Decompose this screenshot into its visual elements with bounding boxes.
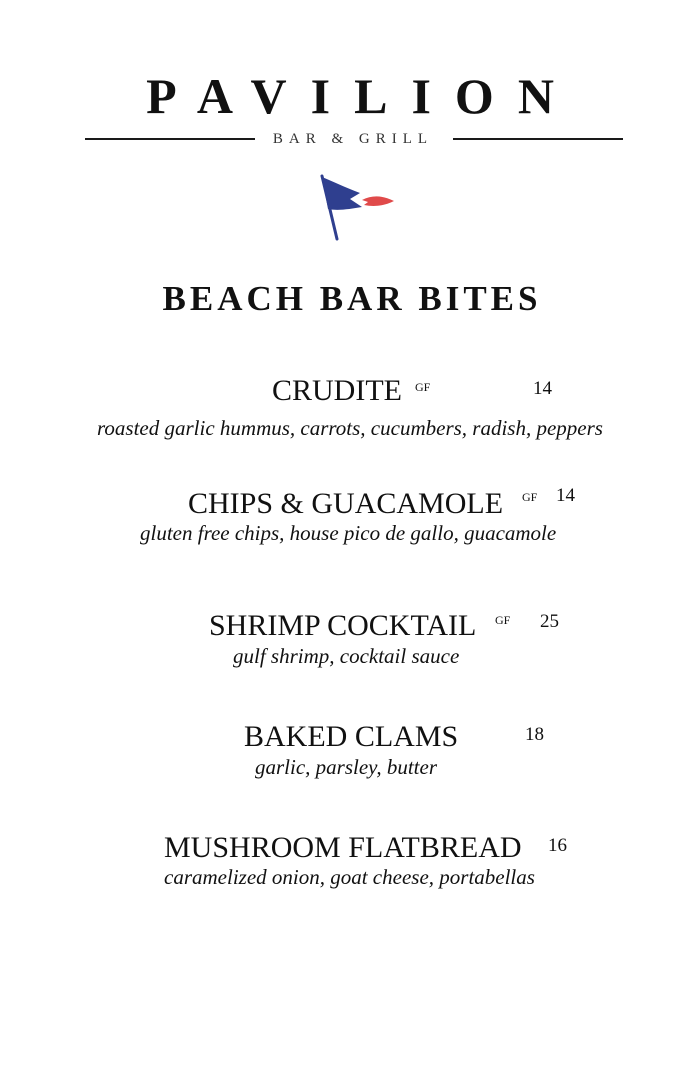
gluten-free-tag: GF <box>495 613 511 627</box>
item-price: 18 <box>525 724 544 745</box>
item-price: 14 <box>533 378 552 399</box>
item-name: CRUDITE <box>272 374 402 407</box>
item-description: roasted garlic hummus, carrots, cucumbers, radish, peppers <box>97 416 603 440</box>
flag-icon <box>316 173 398 243</box>
item-description: caramelized onion, goat cheese, portabellas <box>164 865 535 889</box>
item-description: gluten free chips, house pico de gallo, guacamole <box>140 521 557 545</box>
divider-right <box>453 138 623 140</box>
item-name: MUSHROOM FLATBREAD <box>164 831 522 864</box>
item-price: 14 <box>556 485 575 506</box>
brand-name: PAVILION <box>146 68 578 124</box>
item-name: BAKED CLAMS <box>244 720 459 753</box>
item-name: CHIPS & GUACAMOLE <box>188 487 504 520</box>
item-price: 25 <box>540 611 559 632</box>
item-description: gulf shrimp, cocktail sauce <box>233 644 460 668</box>
brand-subtitle: BAR & GRILL <box>272 131 434 147</box>
gluten-free-tag: GF <box>522 490 538 504</box>
item-price: 16 <box>548 835 567 856</box>
gluten-free-tag: GF <box>415 380 431 394</box>
item-description: garlic, parsley, butter <box>255 755 437 779</box>
section-title: BEACH BAR BITES <box>162 279 542 318</box>
item-name: SHRIMP COCKTAIL <box>209 609 477 642</box>
